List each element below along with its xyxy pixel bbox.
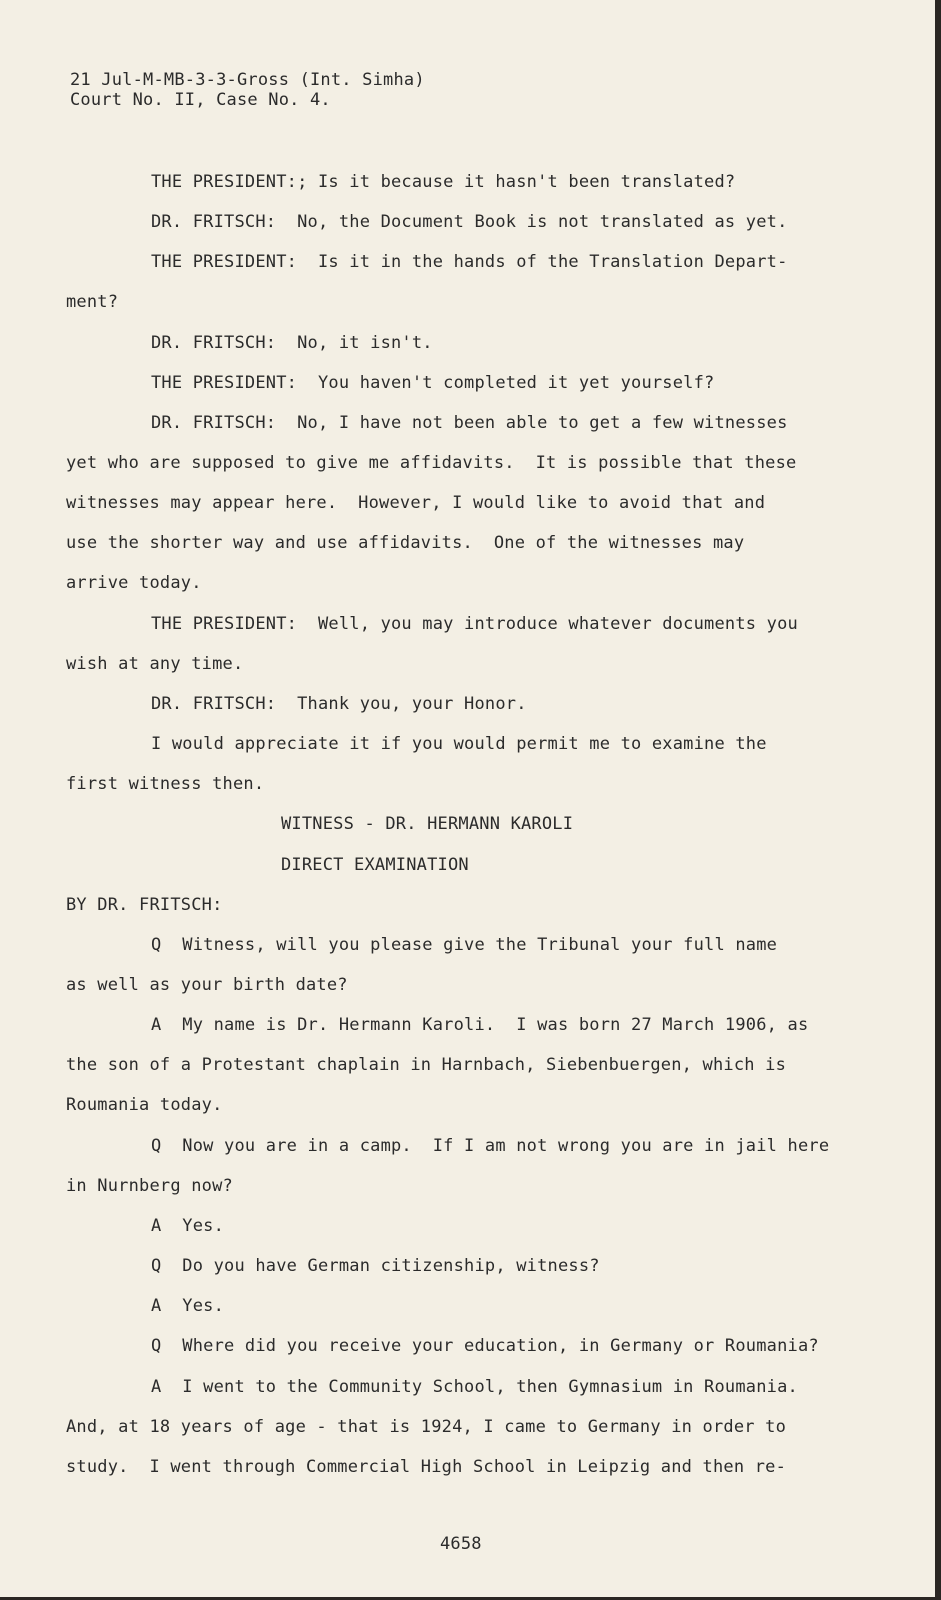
text-line: the son of a Protestant chaplain in Harnbach, Siebenbuergen, which is [66,1055,787,1075]
text-line: in Nurnberg now? [66,1176,233,1196]
text-line: DR. FRITSCH: No, the Document Book is not translated as yet. [151,212,788,232]
text-line: arrive today. [66,573,202,593]
text-line: THE PRESIDENT: Is it in the hands of the Translation Depart- [151,252,788,272]
text-line: Q Do you have German citizenship, witness? [151,1256,600,1276]
text-line: Q Now you are in a camp. If I am not wrong you are in jail here [151,1136,830,1156]
text-line: witnesses may appear here. However, I would like to avoid that and [66,493,766,513]
text-line: THE PRESIDENT: You haven't completed it yet yourself? [151,373,715,393]
text-line: first witness then. [66,774,265,794]
page-number: 4658 [440,1534,482,1554]
text-line: wish at any time. [66,654,244,674]
witness-heading: WITNESS - DR. HERMANN KAROLI [281,814,574,834]
text-line: THE PRESIDENT:; Is it because it hasn't been translated? [151,172,736,192]
text-line: yet who are supposed to give me affidavits. It is possible that these [66,453,797,473]
examination-heading: DIRECT EXAMINATION [281,855,469,875]
text-line: A My name is Dr. Hermann Karoli. I was born 27 March 1906, as [151,1015,809,1035]
text-line: BY DR. FRITSCH: [66,895,223,915]
text-line: Q Where did you receive your education, in Germany or Roumania? [151,1336,819,1356]
text-line: Q Witness, will you please give the Tribunal your full name [151,935,778,955]
text-line: as well as your birth date? [66,975,348,995]
text-line: A Yes. [151,1296,225,1316]
header-line-2: Court No. II, Case No. 4. [70,90,331,110]
text-line: A Yes. [151,1216,225,1236]
header-line-1: 21 Jul-M-MB-3-3-Gross (Int. Simha) [70,70,425,90]
text-line: A I went to the Community School, then Gymnasium in Roumania. [151,1377,798,1397]
text-line: ment? [66,292,119,312]
text-line: THE PRESIDENT: Well, you may introduce whatever documents you [151,614,798,634]
text-line: study. I went through Commercial High School in Leipzig and then re- [66,1457,787,1477]
text-line: DR. FRITSCH: Thank you, your Honor. [151,694,527,714]
text-line: And, at 18 years of age - that is 1924, I came to Germany in order to [66,1417,787,1437]
text-line: use the shorter way and use affidavits. One of the witnesses may [66,533,745,553]
text-line: Roumania today. [66,1095,223,1115]
text-line: DR. FRITSCH: No, I have not been able to get a few witnesses [151,413,788,433]
text-line: I would appreciate it if you would permit me to examine the [151,734,767,754]
text-line: DR. FRITSCH: No, it isn't. [151,333,433,353]
